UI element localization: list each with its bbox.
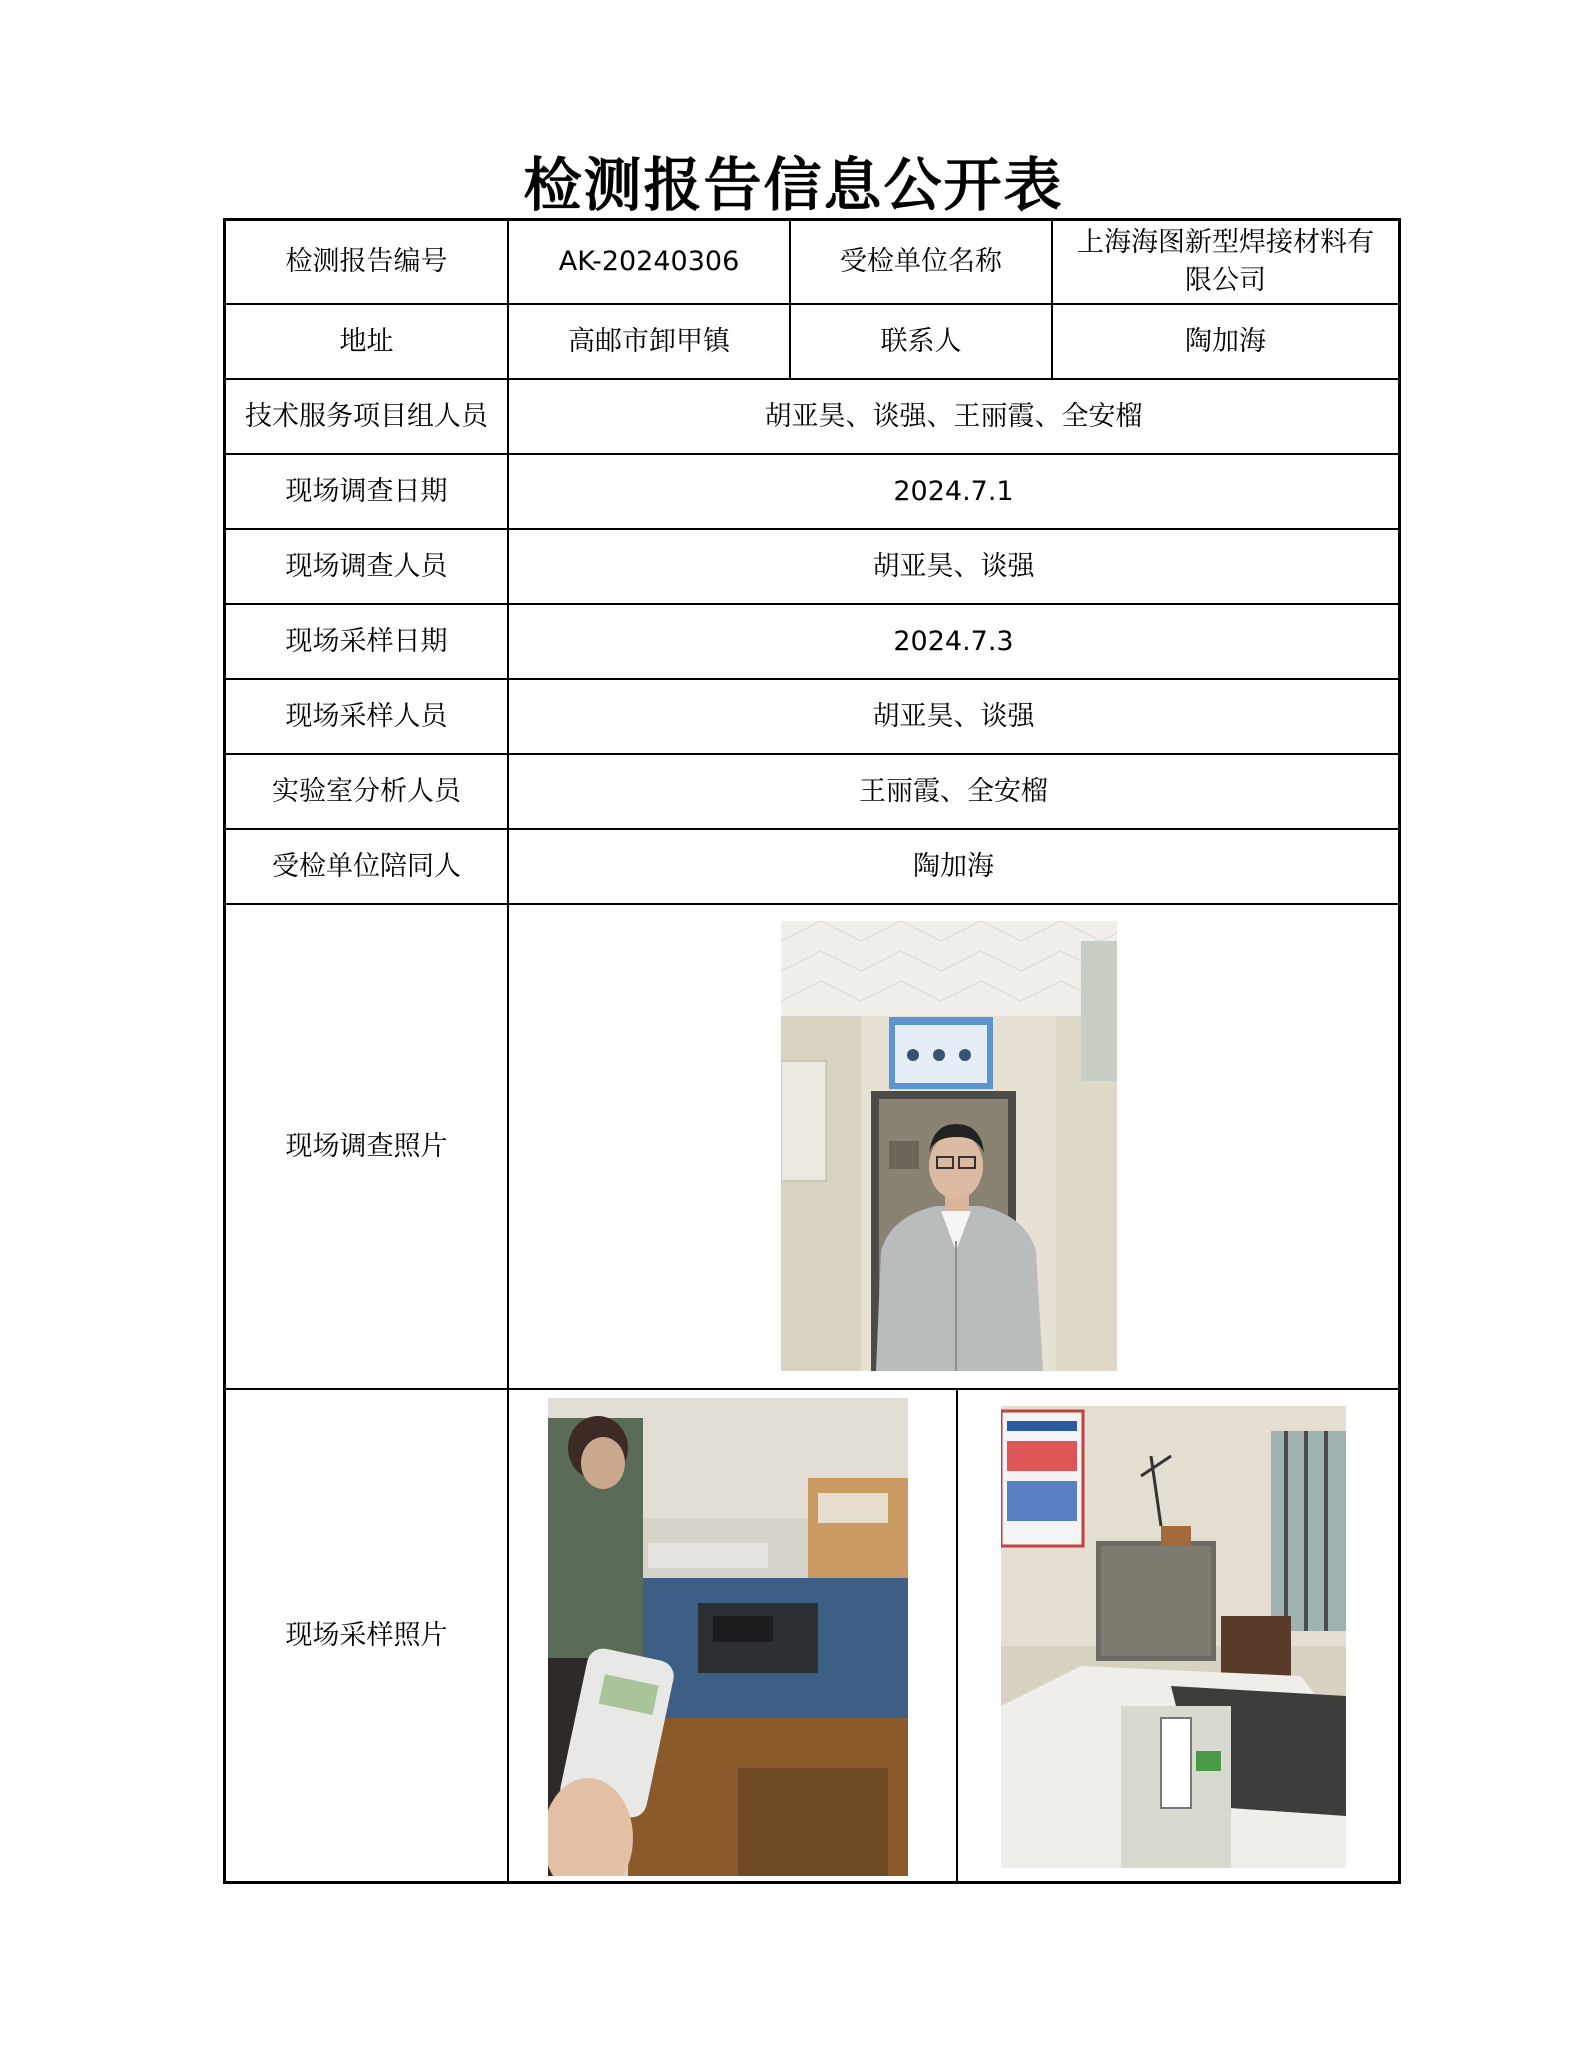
unit-name-value	[1053, 221, 1398, 303]
info-table	[223, 218, 1401, 1884]
survey-staff-value: 胡亚昊、谈强	[872, 550, 1035, 582]
survey-photo	[781, 921, 1117, 1371]
sampling-staff-value: 胡亚昊、谈强	[872, 700, 1035, 732]
unit-name-line1: 上海海图新型焊接材料有	[1077, 227, 1374, 258]
unit-name-line2: 限公司	[1185, 265, 1266, 296]
report-no-value: AK-20240306	[558, 246, 740, 277]
sampling-photo-label: 现场采样照片	[285, 1619, 448, 1651]
escort-value: 陶加海	[913, 850, 994, 882]
report-no-label: 检测报告编号	[285, 246, 448, 277]
lab-staff-label: 实验室分析人员	[272, 775, 461, 807]
sampling-photo-right	[1001, 1406, 1346, 1868]
sampling-date-value: 2024.7.3	[893, 625, 1014, 657]
survey-date-label: 现场调查日期	[285, 475, 448, 507]
sampling-date-label: 现场采样日期	[285, 625, 448, 657]
address-value: 高邮市卸甲镇	[568, 325, 730, 357]
unit-name-label: 受检单位名称	[840, 246, 1002, 277]
page-title: 检测报告信息公开表	[523, 151, 1064, 219]
survey-date-value: 2024.7.1	[893, 475, 1014, 507]
survey-photo-label: 现场调查照片	[285, 1130, 448, 1162]
survey-staff-label: 现场调查人员	[285, 550, 448, 582]
sampling-staff-label: 现场采样人员	[285, 700, 448, 732]
col-divider	[956, 1388, 958, 1881]
team-value: 胡亚昊、谈强、王丽霞、全安榴	[764, 400, 1143, 432]
contact-label: 联系人	[880, 325, 962, 357]
contact-value: 陶加海	[1185, 325, 1266, 357]
sampling-photo-left	[548, 1398, 908, 1876]
escort-label: 受检单位陪同人	[272, 850, 461, 882]
lab-staff-value: 王丽霞、全安榴	[859, 775, 1048, 807]
address-label: 地址	[339, 325, 394, 357]
team-label: 技术服务项目组人员	[245, 400, 488, 432]
